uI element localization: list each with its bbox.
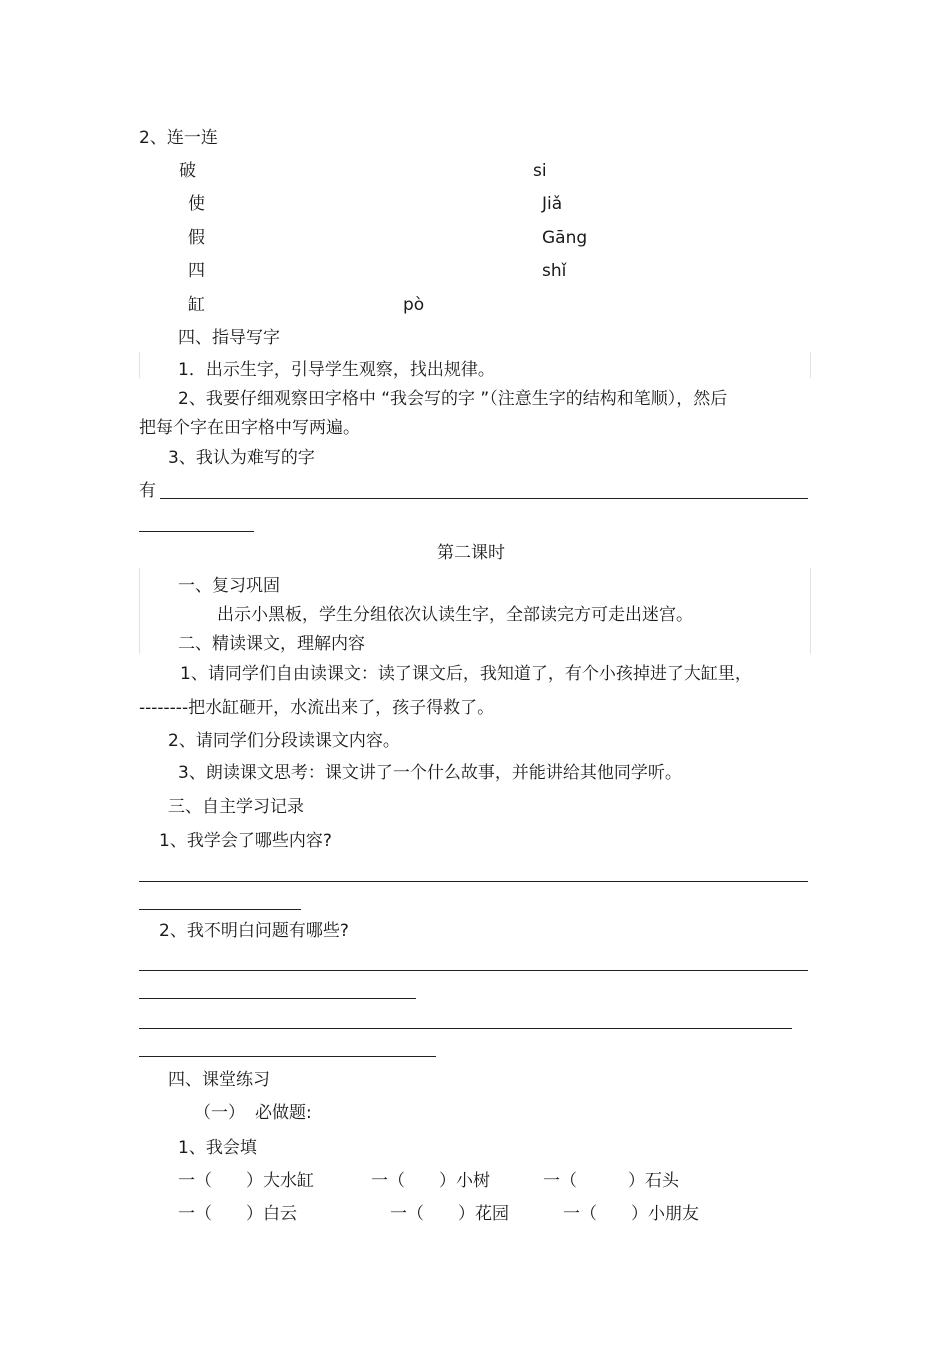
lesson2-title: 第二课时 xyxy=(437,543,505,563)
review-text: 出示小黑板，学生分组依次认读生字，全部读完方可走出迷宫。 xyxy=(217,605,693,625)
margin-mark xyxy=(810,568,811,654)
writing-step-2-line1: 2、我要仔细观察田字格中 “我会写的字 ”（注意生字的结构和笔顺），然后 xyxy=(178,389,728,409)
record-question-2: 2、我不明白问题有哪些? xyxy=(159,921,349,941)
reading-1-line1: 1、请同学们自由读课文：读了课文后，我知道了，有个小孩掉进了大缸里， xyxy=(180,664,752,684)
required-marker: （一） xyxy=(194,1103,245,1123)
margin-mark xyxy=(139,568,140,654)
match-char: 使 xyxy=(188,194,205,214)
answer-line xyxy=(139,531,254,532)
answer-line xyxy=(160,498,808,499)
answer-line xyxy=(139,909,301,910)
match-title: 2、连一连 xyxy=(139,128,218,148)
fill-item: 一（ ）白云 xyxy=(178,1204,297,1224)
fill-item: 一（ ）小朋友 xyxy=(563,1204,699,1224)
answer-line xyxy=(139,998,416,999)
reading-1-line2: --------把水缸砸开，水流出来了，孩子得救了。 xyxy=(139,698,495,718)
answer-prefix: 有 xyxy=(139,481,156,501)
match-char: 破 xyxy=(179,161,196,181)
match-pinyin: Jiǎ xyxy=(542,194,563,214)
match-char: 假 xyxy=(188,228,205,248)
match-pinyin: shǐ xyxy=(542,261,567,281)
reading-heading: 二、精读课文，理解内容 xyxy=(178,634,365,654)
margin-mark xyxy=(810,352,811,378)
answer-line xyxy=(139,1028,792,1029)
fill-heading: 1、我会填 xyxy=(178,1138,257,1158)
reading-2: 2、请同学们分段读课文内容。 xyxy=(168,731,400,751)
match-pinyin: si xyxy=(533,161,547,181)
match-pinyin: pò xyxy=(403,295,425,315)
writing-step-1: 1．出示生字，引导学生观察，找出规律。 xyxy=(178,360,495,380)
writing-guide-heading: 四、指导写字 xyxy=(178,328,280,348)
fill-item: 一（ ）花园 xyxy=(390,1204,509,1224)
margin-mark xyxy=(139,352,140,378)
record-heading: 三、自主学习记录 xyxy=(168,797,304,817)
match-pinyin: Gāng xyxy=(542,228,588,248)
answer-line xyxy=(139,881,808,882)
fill-item: 一（ ）石头 xyxy=(543,1171,679,1191)
answer-line xyxy=(139,1056,436,1057)
writing-step-3: 3、我认为难写的字 xyxy=(168,448,315,468)
match-char: 四 xyxy=(188,261,205,281)
writing-step-2-line2: 把每个字在田字格中写两遍。 xyxy=(139,418,360,438)
reading-3: 3、朗读课文思考：课文讲了一个什么故事，并能讲给其他同学听。 xyxy=(178,763,682,783)
review-heading: 一、复习巩固 xyxy=(178,576,280,596)
fill-item: 一（ ）小树 xyxy=(371,1171,490,1191)
fill-item: 一（ ）大水缸 xyxy=(178,1171,314,1191)
record-question-1: 1、我学会了哪些内容? xyxy=(159,831,332,851)
practice-heading: 四、课堂练习 xyxy=(168,1070,270,1090)
required-label: 必做题: xyxy=(255,1103,312,1123)
match-char: 缸 xyxy=(188,295,205,315)
answer-line xyxy=(139,970,808,971)
